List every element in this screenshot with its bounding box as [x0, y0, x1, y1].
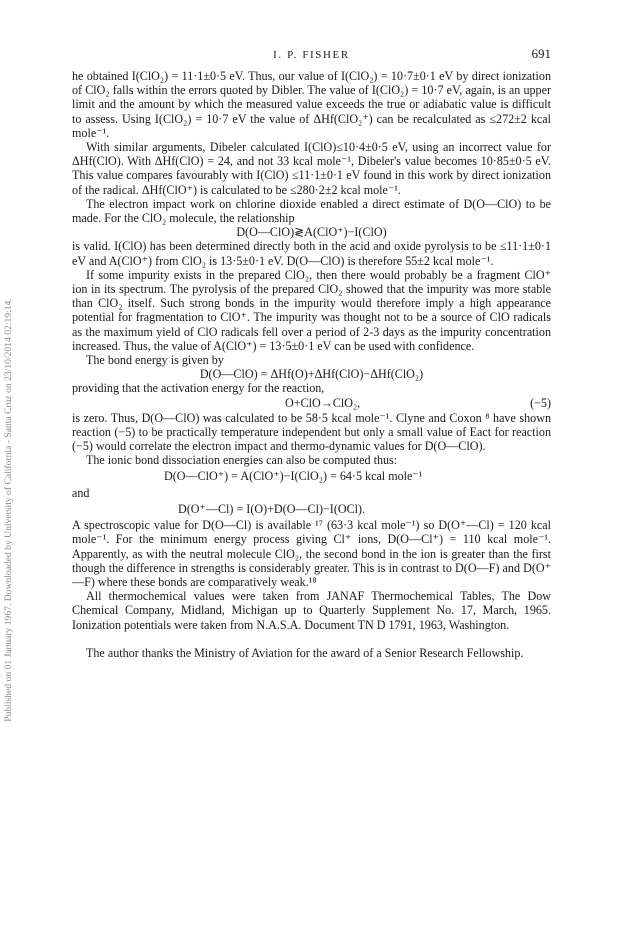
paragraph-dibeler-clo: With similar arguments, Dibeler calculated I(ClO)≤10·4±0·5 eV, using an incorrect value for ΔHf(ClO). With ΔHf(ClO) = 24, and not 33 kcal mole⁻¹, Dibeler's value becomes 10·85±0·5 eV. This value compares favourably with I(ClO) ≤11·1±0·1 eV found in this work by direct ionization of the radical. ΔHf(ClO⁺) is calculated to be ≤280·2±2 kcal mole⁻¹. — [72, 140, 551, 197]
paragraph-impurity: If some impurity exists in the prepared ClO₂, then there would probably be a fragment ClO⁺ ion in its spectrum. The pyrolysis of the prepared ClO₂ showed that the impurity was more stable than ClO₂ itself. Such strong bonds in the impurity would therefore imply a high appearance potential for fragmentation to ClO⁺. The impurity was thought not to be a source of ClO radicals as the maximum yield of ClO radicals fell over a period of 2-3 days as the impurity concentration increased. Thus, the value of A(ClO⁺) = 13·5±0·1 eV can be used with confidence. — [72, 267, 551, 353]
equation-ionic-clo: D(O—ClO⁺) = A(ClO⁺)−I(ClO₂) = 64·5 kcal mole⁻¹ — [164, 469, 423, 484]
equation-reaction-row — [72, 396, 551, 411]
paragraph-bond-energy-intro: The bond energy is given by — [86, 353, 224, 368]
paragraph-electron-impact: The electron impact work on chlorine dioxide enabled a direct estimate of D(O—ClO) to be made. For the ClO₂ molecule, the relationship — [72, 196, 551, 226]
equation-ionic-ocl: D(O⁺—Cl) = I(O)+D(O—Cl)−I(OCl). — [178, 501, 366, 516]
paragraph-zero-activation: is zero. Thus, D(O—ClO) was calculated to be 58·5 kcal mole⁻¹. Clyne and Coxon ⁸ have shown reaction (−5) to be practically temperature independent but only a small value of Eact for reaction (−5) would correlate the electron impact and thermo-dynamic values for D(O—ClO). — [72, 410, 551, 454]
paragraph-ionization-clo2: he obtained I(ClO₂) = 11·1±0·5 eV. Thus, our value of I(ClO₂) = 10·7±0·1 eV by direct ionization of ClO₂ falls within the errors quoted by Dibler. The value of I(ClO₂) = 10·7 eV, again, is an upper limit and the amount by which the measured value exceeds the true or adiabatic value is difficult to assess. Using I(ClO₂) = 10·7 eV the value of ΔHf(ClO₂⁺) can be recalculated as ≤272±2 kcal mole⁻¹. — [72, 69, 551, 140]
paragraph-acknowledgement: The author thanks the Ministry of Aviation for the award of a Senior Research Fellowship. — [86, 645, 524, 660]
paragraph-sources: All thermochemical values were taken from JANAF Thermochemical Tables, The Dow Chemical Company, Midland, Michigan up to Quarterly Supplement No. 17, March, 1965. Ionization potentials were taken from N.A.S.A. Document TN D 1791, 1963, Washington. — [72, 589, 551, 632]
paragraph-spectroscopic: A spectroscopic value for D(O—Cl) is available ¹⁷ (63·3 kcal mole⁻¹) so D(O⁺—Cl) = 120 kcal mole⁻¹. For the minimum energy process giving Cl⁺ ions, D(O—Cl⁺) = 110 kcal mole⁻¹. Apparently, as with the neutral molecule ClO₂, the second bond in the ion is greater than the first though the difference in strengths is considerably greater. This is in contrast to D(O—F) and D(O⁺—F) where these bonds are comparatively weak.¹⁸ — [72, 518, 551, 589]
paragraph-validity: is valid. I(ClO) has been determined directly both in the acid and oxide pyrolysis to be ≤11·1±0·1 eV and A(ClO⁺) from ClO₂ is 13·5±0·1 eV. D(O—ClO) is therefore 55±2 kcal mole⁻¹. — [72, 239, 551, 268]
page-number: 691 — [531, 46, 551, 61]
page-header — [72, 48, 551, 64]
equation-number: (−5) — [530, 395, 551, 410]
equation-bond-relationship: D(O—ClO)≷A(ClO⁺)−I(ClO) — [236, 225, 387, 240]
paragraph-ionic-energies: The ionic bond dissociation energies can also be computed thus: — [86, 453, 398, 468]
paragraph-activation-energy: providing that the activation energy for the reaction, — [72, 381, 325, 396]
equation-bond-energy: D(O—ClO) = ΔHf(O)+ΔHf(ClO)−ΔHf(ClO₂) — [199, 367, 424, 382]
section-spacer — [72, 632, 551, 646]
equation-reaction: O+ClO→ClO₂, — [285, 395, 361, 410]
article-body — [72, 69, 551, 660]
running-title: I. P. FISHER — [273, 49, 350, 61]
download-notice-sidebar — [2, 0, 16, 935]
download-notice-text: Published on 01 January 1967. Downloaded by University of California - Santa Cruz on 23/10/2014 02:19:14. — [2, 298, 14, 722]
and-connector: and — [72, 485, 90, 500]
